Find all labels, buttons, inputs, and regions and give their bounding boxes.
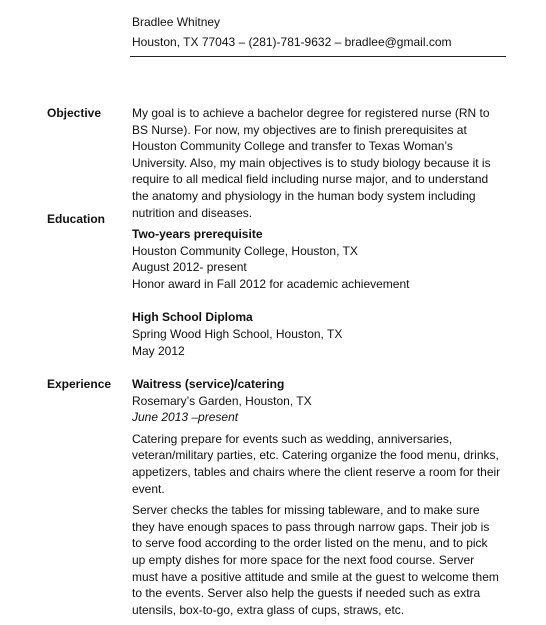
objective-text: My goal is to achieve a bachelor degree for registered nurse (RN to BS Nurse). For now, my objectives are to finish prerequisites at Houston Community College and transfer to Texas Woman’s University. Also, my main objectives is to study biology because it is require to all medical field including nurse major, and to understand the anatomy and physiology in the human body system including nutrition and diseases. (132, 106, 491, 220)
education-title: High School Diploma (132, 310, 253, 325)
job-dates: June 2013 –present (132, 410, 239, 425)
education-school: Houston Community College, Houston, TX (132, 243, 358, 258)
job-description: Server checks the tables for missing tableware, and to make sure they have enough spaces to pass through narrow gaps. Their job is to serve food according to the order listed on the menu, and to pick up empty dishes for more space for the next food course. Server must have a positive attitude and smile at the guest to welcome them to the events. Server also help the guests if needed such as extra utensils, box-to-go, extra glass of cups, straws, etc. (132, 503, 499, 617)
objective-section (132, 105, 502, 221)
experience-section (132, 376, 502, 618)
education-entry (132, 309, 502, 359)
education-heading: Education (47, 212, 106, 226)
education-school: Spring Wood High School, Houston, TX (132, 326, 343, 341)
job-title: Waitress (service)/catering (132, 377, 285, 391)
contact-line: Houston, TX 77043 – (281)-781-9632 – bradlee@gmail.com (132, 34, 452, 49)
applicant-name: Bradlee Whitney (132, 15, 221, 29)
header-divider (130, 56, 506, 57)
objective-heading: Objective (47, 106, 102, 120)
education-dates: May 2012 (132, 343, 185, 358)
job-employer: Rosemary’s Garden, Houston, TX (132, 393, 312, 408)
education-title: Two-years prerequisite (132, 227, 263, 241)
job-description: Catering prepare for events such as wedding, anniversaries, veteran/military parties, etc. Catering organize the food menu, drinks, appetizers, tables and chairs where the client reserve a room for their event. (132, 431, 501, 496)
experience-heading: Experience (47, 377, 112, 391)
spacer (132, 292, 502, 309)
education-note: Honor award in Fall 2012 for academic achievement (132, 276, 410, 291)
education-entry (132, 226, 502, 292)
education-dates: August 2012- present (132, 260, 247, 275)
resume-header (132, 14, 506, 50)
education-section (132, 226, 502, 359)
